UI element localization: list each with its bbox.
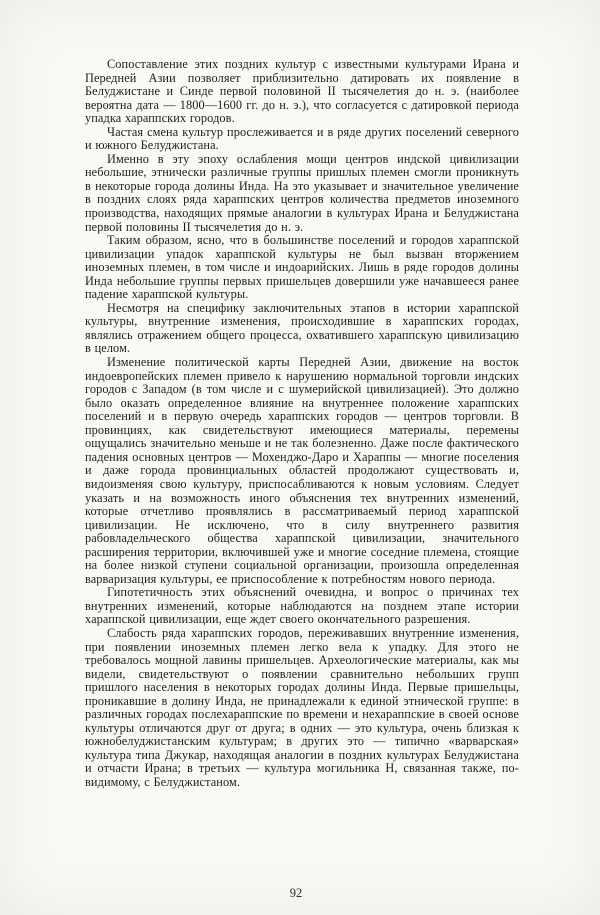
paragraph: Несмотря на специфику заключительных этапов в истории хараппской культуры, внутренние изменения, происходившие в хараппских городах, являлись отражением общего процесса, охватившего хараппскую цивилизацию в целом. bbox=[85, 300, 519, 356]
paragraph: Именно в эту эпоху ослабления мощи центров индской цивилизации небольшие, этнически различные группы пришлых племен смогли проникнуть в некоторые города долины Инда. На это указывает и значительное увеличение в поздних слоях ряда хараппских центров количества предметов иноземного производства, находящих прямые аналогии в культурах Ирана и Белуджистана первой половины II тысячелетия до н. э. bbox=[85, 151, 519, 234]
paragraph: Гипотетичность этих объяснений очевидна, и вопрос о причинах тех внутренних изменений, которые наблюдаются на позднем этапе истории хараппской цивилизации, еще ждет своего окончательного разрешения. bbox=[85, 585, 519, 627]
paragraph: Сопоставление этих поздних культур с известными культурами Ирана и Передней Азии позволяет приблизительно датировать их появление в Белуджистане и Синде первой половиной II тысячелетия до н. э. (наиболее вероятна дата — 1800—1600 гг. до н. э.), что согласуется с датировкой периода упадка хараппских городов. bbox=[85, 57, 519, 126]
page-number: 92 bbox=[289, 886, 303, 900]
page-text bbox=[85, 58, 519, 790]
paragraph: Частая смена культур прослеживается и в ряде других поселений северного и южного Белуджистана. bbox=[85, 124, 519, 153]
paragraph: Таким образом, ясно, что в большинстве поселений и городов хараппской цивилизации упадок хараппской культуры не был вызван вторжением иноземных племен, в том числе и индоарийских. Лишь в ряде городов долины Инда небольшие группы первых пришельцев довершили уже начавшееся ранее падение хараппской культуры. bbox=[85, 233, 519, 302]
paragraph: Изменение политической карты Передней Азии, движение на восток индоевропейских племен привело к нарушению нормальной торговли индских городов с Западом (в том числе и с шумерийской цивилизацией). Это должно было оказать определенное влияние на внутреннее положение хараппских поселений и в первую очередь хараппских городов — центров торговли. В провинциях, как свидетельствуют имеющиеся материалы, перемены ощущались значительно меньше и не так болезненно. Даже после фактического падения основных центров — Мохенджо-Даро и Хараппы — многие поселения и даже города провинциальных областей продолжают существовать и, видоизменяя свою культуру, приспосабливаются к новым условиям. Следует указать и на возможность иного объяснения тех внутренних изменений, которые отчетливо проявлялись в рассматриваемый период хараппской цивилизации. Не исключено, что в силу внутреннего развития рабовладельческого общества хараппской цивилизации, значительного расширения территории, включившей уже и многие соседние племена, стоящие на более низкой ступени социальной организации, произошла определенная варваризация культуры, ее приспособление к потребностям нового периода. bbox=[85, 355, 519, 586]
paragraph: Слабость ряда хараппских городов, переживавших внутренние изменения, при появлении иноземных племен легко вела к упадку. Для этого не требовалось мощной лавины пришельцев. Археологические материалы, как мы видели, свидетельствуют о появлении сравнительно небольших групп пришлого населения в некоторых городах долины Инда. Первые пришельцы, проникавшие в долину Инда, не принадлежали к единой этнической группе: в различных городах послехараппские по времени и нехараппские в своей основе культуры отличаются друг от друга; в одних — это культура, очень близкая к южнобелуджистанским культурам; в других это — типично «варварская» культура типа Джукар, находящая аналогии в поздних культурах Белуджистана и отчасти Ирана; в третьих — культура могильника Н, связанная также, по-видимому, с Белуджистаном. bbox=[85, 625, 519, 789]
